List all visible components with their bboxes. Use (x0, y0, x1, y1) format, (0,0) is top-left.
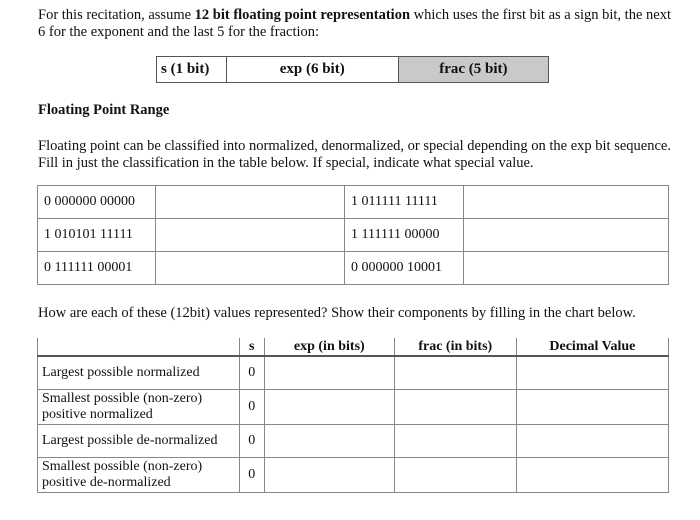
row-label: Largest possible de-normalized (38, 425, 240, 458)
sign-value: 0 (239, 458, 264, 493)
table-row (38, 458, 669, 493)
table-row (38, 356, 669, 390)
frac-answer-cell[interactable] (394, 356, 516, 390)
table-header-row (38, 338, 669, 356)
exp-answer-cell[interactable] (264, 425, 394, 458)
classification-answer-cell[interactable] (156, 219, 345, 252)
header-sign: s (239, 338, 264, 356)
bit-pattern-cell: 0 000000 10001 (345, 252, 463, 285)
bit-pattern-cell: 1 011111 11111 (345, 186, 463, 219)
frac-bits-cell: frac (5 bit) (399, 57, 548, 82)
classification-answer-cell[interactable] (463, 219, 669, 252)
decimal-answer-cell[interactable] (516, 458, 668, 493)
table-row (38, 186, 669, 219)
header-label (38, 338, 240, 356)
intro-text-end: which uses the first bit as a sign bit, the next 6 for the exponent and the last 5 for the fraction: (38, 7, 671, 40)
bit-pattern-cell: 1 010101 11111 (38, 219, 156, 252)
exp-answer-cell[interactable] (264, 356, 394, 390)
components-table (37, 338, 669, 493)
table-row (38, 252, 669, 285)
bit-pattern-cell: 0 111111 00001 (38, 252, 156, 285)
bit-layout-bar (156, 56, 549, 83)
frac-answer-cell[interactable] (394, 425, 516, 458)
sign-bit-cell: s (1 bit) (157, 57, 227, 82)
bit-pattern-cell: 0 000000 00000 (38, 186, 156, 219)
header-decimal: Decimal Value (516, 338, 668, 356)
section-heading-range: Floating Point Range (38, 102, 170, 118)
sign-value: 0 (239, 390, 264, 425)
intro-paragraph (38, 7, 678, 41)
classification-answer-cell[interactable] (463, 186, 669, 219)
classification-table (37, 185, 669, 285)
table-row (38, 219, 669, 252)
decimal-answer-cell[interactable] (516, 425, 668, 458)
frac-answer-cell[interactable] (394, 458, 516, 493)
header-frac: frac (in bits) (394, 338, 516, 356)
decimal-answer-cell[interactable] (516, 356, 668, 390)
exp-answer-cell[interactable] (264, 390, 394, 425)
decimal-answer-cell[interactable] (516, 390, 668, 425)
classification-answer-cell[interactable] (156, 186, 345, 219)
intro-text-start: For this recitation, assume (38, 7, 195, 23)
range-instructions: Floating point can be classified into normalized, denormalized, or special depending on the exp bit sequence. Fill in just the classification in the table below. If special, indicate what special value. (38, 138, 671, 171)
row-label: Largest possible normalized (38, 356, 240, 390)
header-exp: exp (in bits) (264, 338, 394, 356)
exp-answer-cell[interactable] (264, 458, 394, 493)
intro-bold-term: 12 bit floating point representation (194, 7, 411, 23)
row-label: Smallest possible (non-zero) positive normalized (38, 390, 240, 425)
components-question: How are each of these (12bit) values represented? Show their components by filling in the chart below. (38, 305, 636, 321)
sign-value: 0 (239, 425, 264, 458)
classification-answer-cell[interactable] (156, 252, 345, 285)
table-row (38, 390, 669, 425)
bit-pattern-cell: 1 111111 00000 (345, 219, 463, 252)
frac-answer-cell[interactable] (394, 390, 516, 425)
classification-answer-cell[interactable] (463, 252, 669, 285)
row-label: Smallest possible (non-zero) positive de-normalized (38, 458, 240, 493)
sign-value: 0 (239, 356, 264, 390)
exp-bits-cell: exp (6 bit) (227, 57, 399, 82)
table-row (38, 425, 669, 458)
